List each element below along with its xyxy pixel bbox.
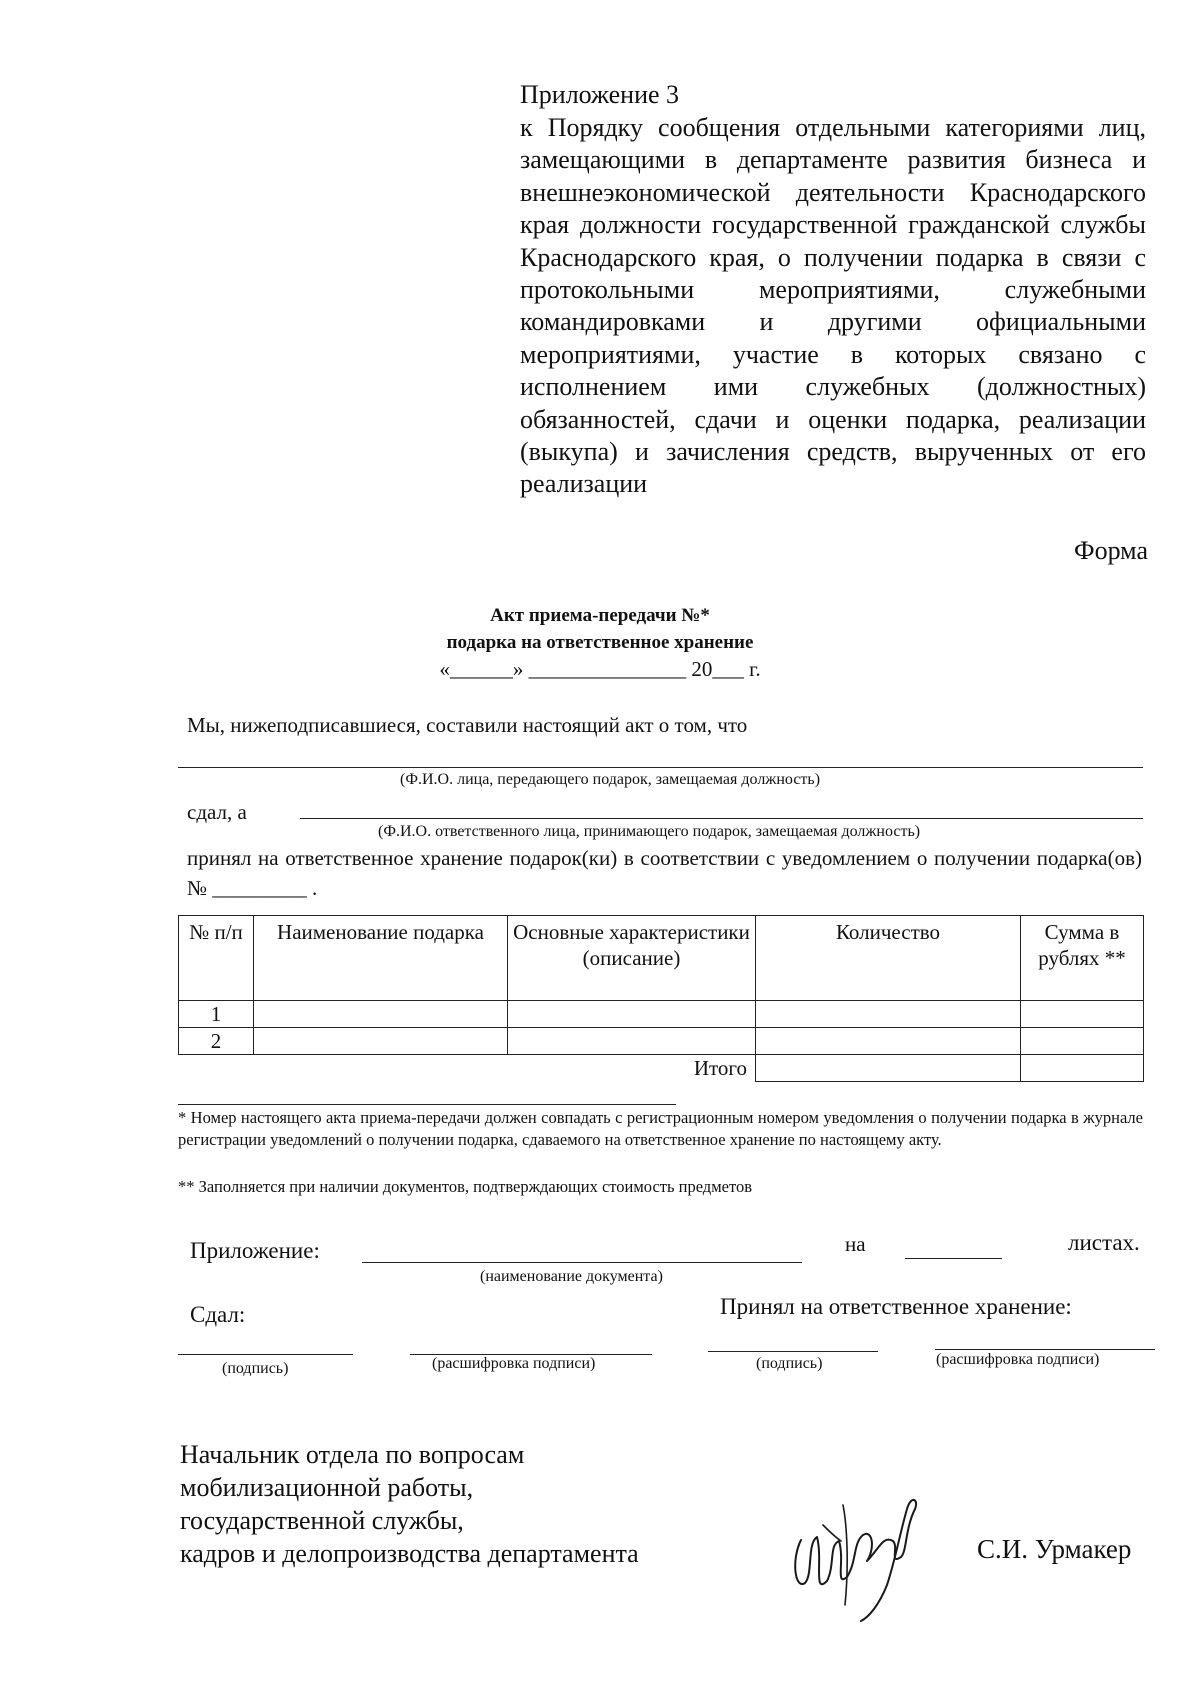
form-label: Форма (1074, 536, 1148, 565)
row-number: 2 (179, 1028, 254, 1055)
footnote-sum: ** Заполняется при наличии документов, подтверждающих стоимость предметов (178, 1177, 753, 1196)
caption-signature-accepted: (подпись) (756, 1355, 823, 1372)
caption-decryption-accepted: (расшифровка подписи) (936, 1351, 1100, 1368)
appendix-title: Приложение 3 (520, 80, 680, 109)
caption-giver: (Ф.И.О. лица, передающего подарок, замещаемая должность) (400, 771, 821, 788)
position-line: Начальник отдела по вопросам (180, 1440, 525, 1469)
attachment-label: Приложение: (190, 1238, 320, 1263)
gift-table (178, 915, 1144, 1082)
total-quantity-cell (756, 1055, 1021, 1082)
caption-decryption-handed: (расшифровка подписи) (432, 1355, 596, 1372)
row-cell (1021, 1001, 1144, 1028)
header-name: Наименование подарка (254, 916, 508, 1001)
attachment-sheets-line (905, 1258, 1002, 1259)
act-title: Акт приема-передачи №* (490, 605, 710, 626)
position-line: государственной службы, (180, 1506, 464, 1535)
chief-position (180, 1438, 639, 1570)
header-characteristics: Основные характеристики (описание) (508, 916, 756, 1001)
row-cell (1021, 1028, 1144, 1055)
act-subtitle: подарка на ответственное хранение (446, 632, 754, 653)
row-cell (508, 1001, 756, 1028)
caption-document: (наименование документа) (480, 1268, 663, 1285)
accepted-signature-label: Принял на ответственное хранение: (720, 1294, 1072, 1319)
giver-name-line (178, 767, 1143, 768)
footnote-divider (178, 1104, 676, 1105)
table-row (179, 1028, 1144, 1055)
position-line: мобилизационной работы, (180, 1473, 474, 1502)
row-cell (254, 1028, 508, 1055)
row-cell (254, 1001, 508, 1028)
total-sum-cell (1021, 1055, 1144, 1082)
caption-receiver: (Ф.И.О. ответственного лица, принимающего подарок, замещаемая должность) (378, 823, 921, 840)
row-cell (756, 1001, 1021, 1028)
table-row (179, 1001, 1144, 1028)
handed-signature-line (178, 1354, 353, 1355)
appendix-text: к Порядку сообщения отдельными категориями лиц, замещающими в департаменте развития бизнеса и внешнеэкономической деятельности Краснодарского края должности государственной гражданской службы Краснодарского края, о получении подарка в связи с протокольными мероприятиями, служебными командировками и другими официальными мероприятиями, участие в которых связано с исполнением ими служебных (должностных) обязанностей, сдачи и оценки подарка, реализации (выкупа) и зачисления средств, вырученных от его реализации (520, 113, 1146, 499)
intro-text: Мы, нижеподписавшиеся, составили настоящий акт о том, что (187, 713, 748, 737)
position-line: кадров и делопроизводства департамента (180, 1539, 639, 1568)
receiver-name-line (300, 818, 1143, 819)
table-total-row (179, 1055, 1144, 1082)
footnote-act-number: * Номер настоящего акта приема-передачи должен совпадать с регистрационным номером уведомления о получении подарка в журнале регистрации уведомлений о получении подарка, сдаваемого на ответственное хранение по настоящему акту. (178, 1108, 1143, 1149)
header-num: № п/п (179, 916, 254, 1001)
attachment-sheets: листах. (1068, 1230, 1140, 1255)
header-quantity: Количество (756, 916, 1021, 1001)
accepted-decryption-line (935, 1349, 1155, 1350)
row-cell (756, 1028, 1021, 1055)
handed-signature-label: Сдал: (190, 1302, 246, 1327)
accepted-text: принял на ответственное хранение подарок(ки) в соответствии с уведомлением о получении подарка(ов) № _________ . (187, 846, 1142, 900)
handed-label: сдал, а (187, 800, 247, 824)
row-cell (508, 1028, 756, 1055)
signer-name: С.И. Урмакер (977, 1534, 1132, 1564)
row-number: 1 (179, 1001, 254, 1028)
act-date-line: «______» _______________ 20___ г. (439, 657, 761, 681)
table-header-row (179, 916, 1144, 1001)
attachment-doc-line (362, 1262, 802, 1263)
caption-signature-handed: (подпись) (222, 1360, 289, 1377)
header-sum: Сумма в рублях ** (1021, 916, 1144, 1001)
accepted-signature-line (708, 1351, 878, 1352)
handwritten-signature (783, 1465, 928, 1625)
attachment-on: на (845, 1232, 866, 1256)
total-label: Итого (693, 1056, 747, 1080)
